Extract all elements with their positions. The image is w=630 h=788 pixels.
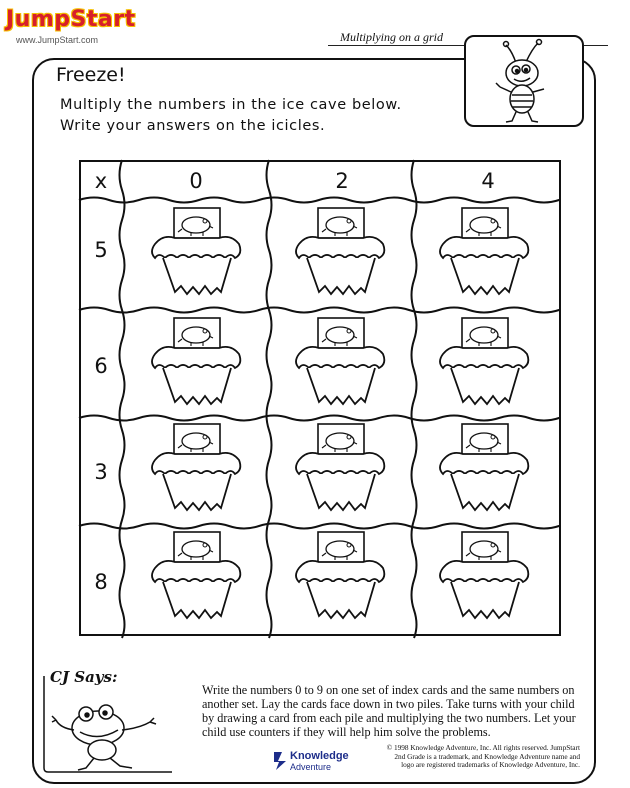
knowledge-adventure-logo-icon	[272, 751, 288, 771]
brand-sub: Adventure	[290, 762, 332, 772]
icicle-r3c1	[152, 424, 240, 510]
row-label-3: 3	[94, 460, 108, 484]
icicle-r1c1	[152, 208, 240, 294]
icicle-r2c1	[152, 318, 240, 404]
column-header-1: 0	[189, 169, 203, 193]
icicle-r1c3	[440, 208, 528, 294]
copyright-notice: © 1998 Knowledge Adventure, Inc. All rights reserved. JumpStart 2nd Grade is a trademark, and Knowledge Adventure name and logo are registered trademarks of Knowledge Adventure, Inc.	[386, 743, 580, 769]
instruction-line-2: Write your answers on the icicles.	[60, 118, 326, 134]
worksheet-topic: Multiplying on a grid	[340, 30, 443, 44]
brand-name: Knowledge	[290, 750, 349, 762]
cj-says-title: CJ Says:	[50, 668, 118, 686]
row-label-4: 8	[94, 570, 108, 594]
icicle-r2c3	[440, 318, 528, 404]
page-title: Freeze!	[56, 64, 126, 86]
icicle-r2c2	[296, 318, 384, 404]
operator-cell: x	[94, 169, 108, 193]
instruction-line-1: Multiply the numbers in the ice cave below.	[60, 97, 402, 113]
column-header-2: 2	[335, 169, 349, 193]
jumpstart-logo: JumpStart	[6, 7, 136, 32]
icicle-r4c2	[296, 532, 384, 618]
icicle-r3c2	[296, 424, 384, 510]
column-header-3: 4	[481, 169, 495, 193]
icicle-r3c3	[440, 424, 528, 510]
icicle-r4c3	[440, 532, 528, 618]
site-url: www.JumpStart.com	[16, 35, 99, 45]
icicle-r4c1	[152, 532, 240, 618]
row-label-1: 5	[94, 238, 108, 262]
icicle-r1c2	[296, 208, 384, 294]
parent-tip: Write the numbers 0 to 9 on one set of index cards and the same numbers on another set. Lay the cards face down in two piles. Take turns with your child by drawing a card from each pile and multiplying the two numbers. Let your child use counters if they will help him solve the problems.	[202, 683, 576, 739]
row-label-2: 6	[94, 354, 108, 378]
